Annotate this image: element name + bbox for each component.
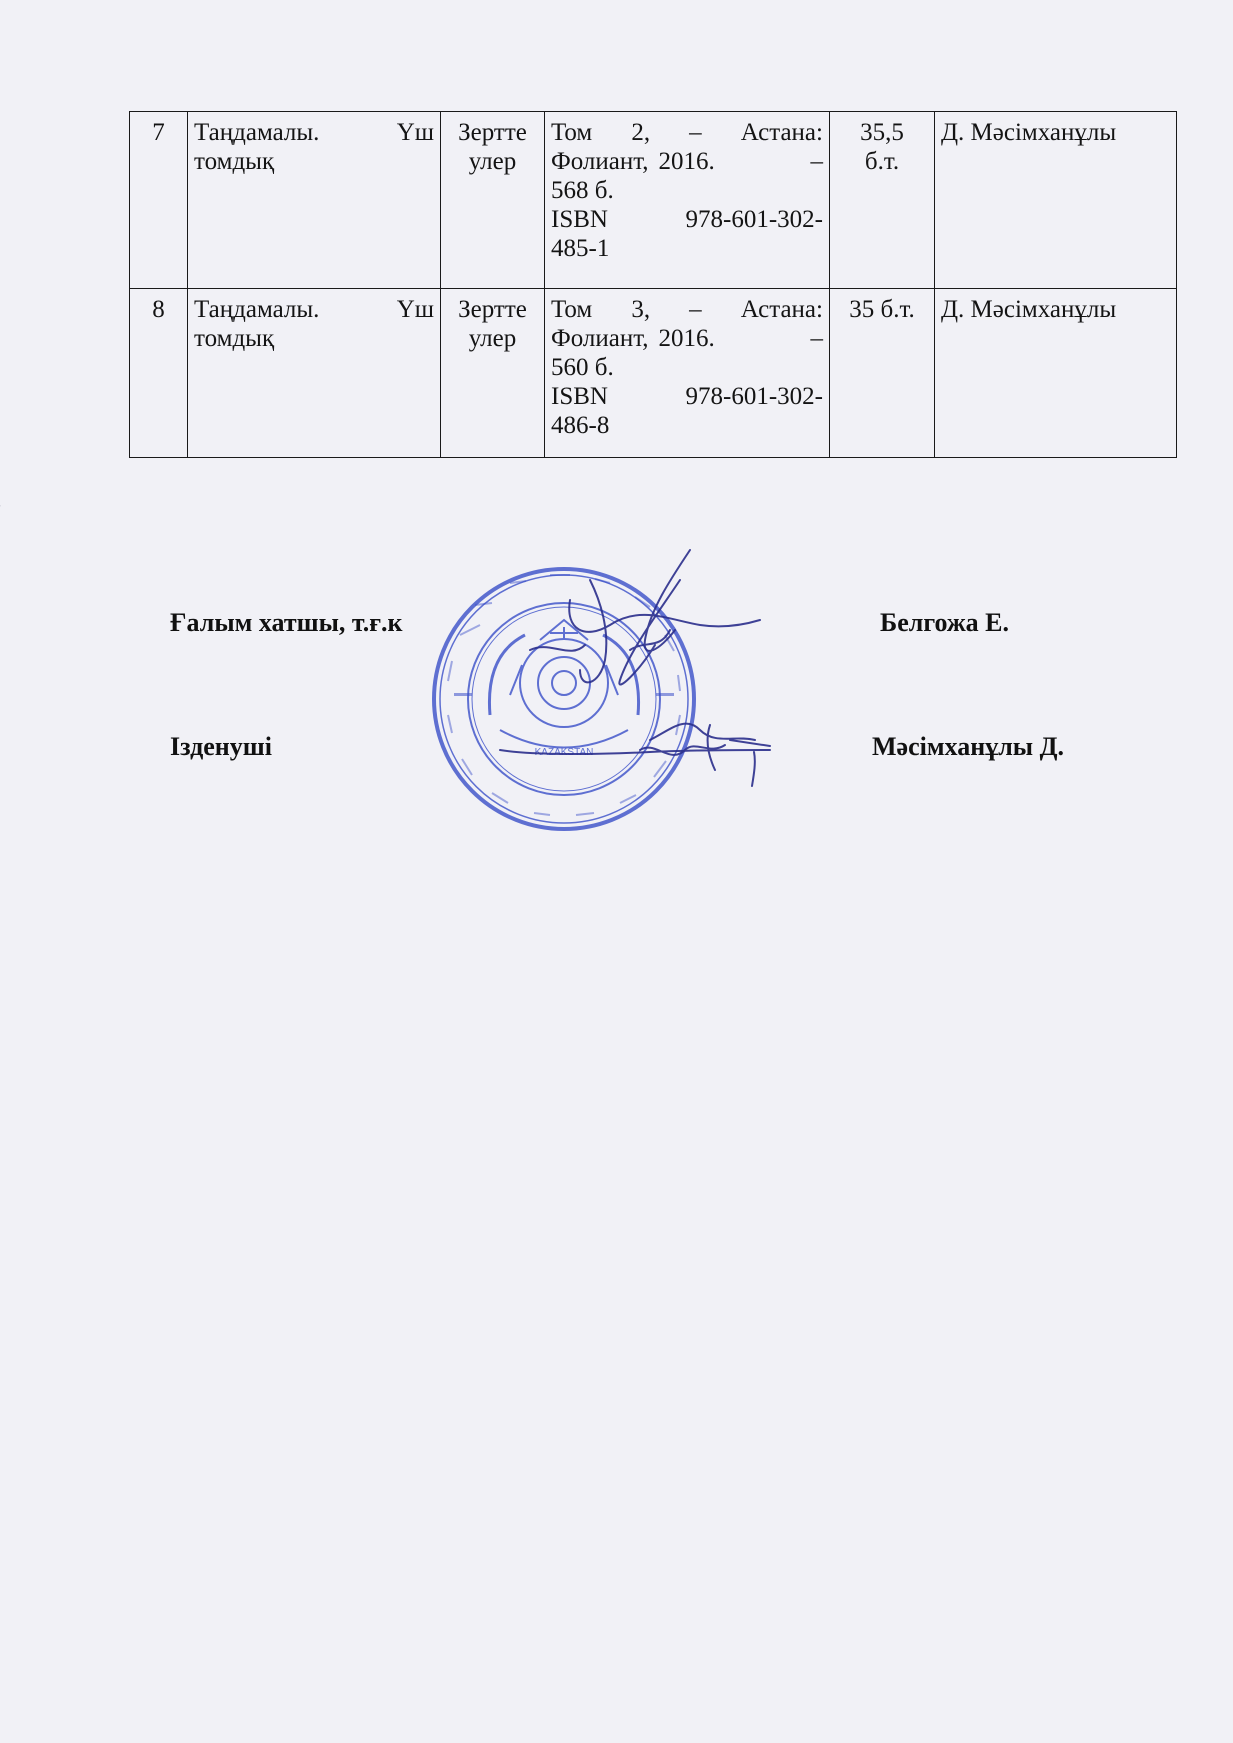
pub-isbn-end: 485-1 [551,235,610,262]
pub-word: – [689,119,702,146]
pub-word: 2, [631,119,651,146]
title-word: томдық [194,148,275,175]
pub-word: – [810,148,823,175]
author-text: Д. Мәсімханұлы [941,119,1117,146]
title-cell [188,112,441,289]
pub-word: Фолиант, [551,148,649,175]
author-text: Д. Мәсімханұлы [941,296,1117,323]
pub-isbn: 978-601-302- [685,383,823,410]
title-word: Таңдамалы. [194,119,320,146]
type-text: Зертте [458,296,527,323]
pub-pages: 560 б. [551,354,614,381]
publication-cell [545,112,830,289]
applicant-label: Ізденуші [170,732,272,761]
applicant-name: Мәсімханұлы Д. [872,732,1064,761]
author-cell [935,112,1177,289]
pub-word: – [689,296,702,323]
pub-word: 2016. [658,148,715,175]
pub-isbn-end: 486-8 [551,412,610,439]
scan-artifact-line [0,505,36,577]
title-cell [188,289,441,458]
pub-word: – [810,325,823,352]
volume-cell [830,289,935,458]
type-text: Зертте [458,119,527,146]
author-cell [935,289,1177,458]
secretary-label: Ғалым хатшы, т.ғ.к [170,608,403,637]
publications-table [129,111,1177,458]
type-cell [441,112,545,289]
volume-text: 35 б.т. [849,296,915,323]
table-row [130,289,1177,458]
volume-unit: б.т. [864,148,900,175]
row-number-text: 8 [152,296,165,323]
title-word: Үш [396,296,434,323]
title-word: томдық [194,325,275,352]
title-word: Үш [396,119,434,146]
row-number [130,289,188,458]
pub-word: 3, [631,296,651,323]
title-word: Таңдамалы. [194,296,320,323]
pub-word: Фолиант, [551,325,649,352]
stamp-center-text: KAZAKSTAN [534,747,594,758]
pub-word: Астана: [740,296,823,323]
pub-word: Астана: [740,119,823,146]
volume-cell [830,112,935,289]
pub-word: ISBN [551,206,608,233]
type-text: улер [468,148,517,175]
pub-word: Том [551,119,593,146]
pub-pages: 568 б. [551,177,614,204]
publication-cell [545,289,830,458]
row-number [130,112,188,289]
pub-isbn: 978-601-302- [685,206,823,233]
pub-word: 2016. [658,325,715,352]
type-text: улер [468,325,517,352]
volume-text: 35,5 [860,119,904,146]
table-row [130,112,1177,289]
handwritten-signatures [470,540,800,800]
pub-word: Том [551,296,593,323]
secretary-name: Белгожа Е. [880,608,1010,637]
pub-word: ISBN [551,383,608,410]
type-cell [441,289,545,458]
row-number-text: 7 [152,119,165,146]
